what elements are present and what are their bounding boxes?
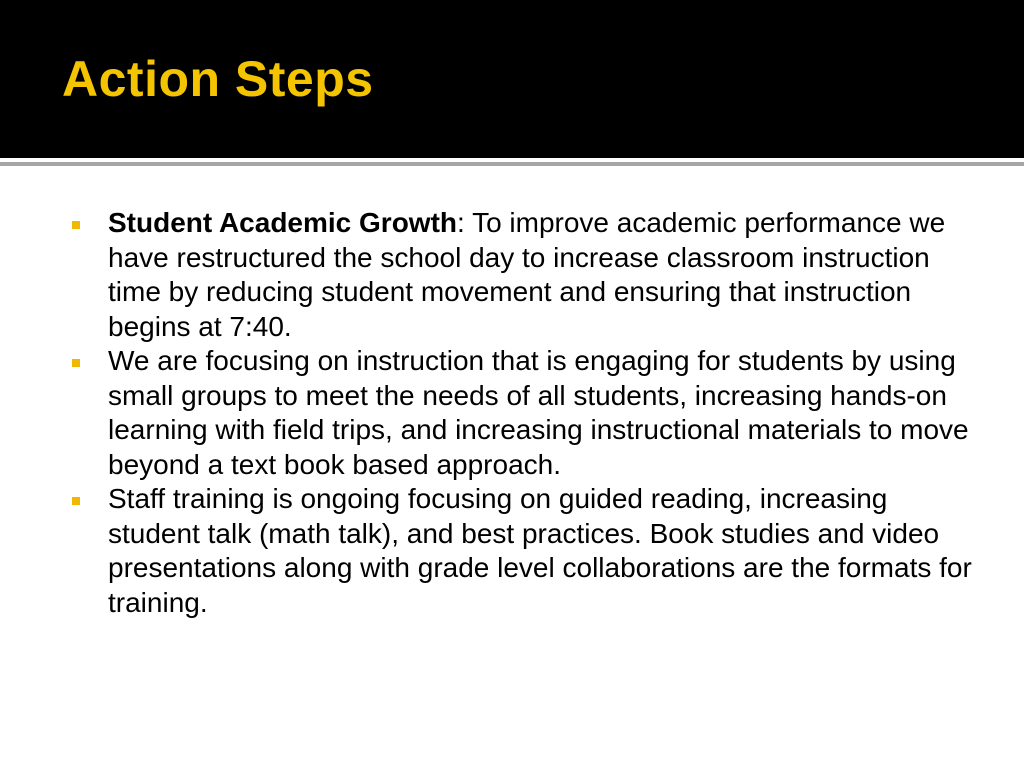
slide-title: Action Steps — [62, 51, 374, 107]
bullet-item-2 — [0, 344, 1024, 482]
square-bullet-icon — [72, 221, 80, 229]
square-bullet-icon — [72, 497, 80, 505]
bullet-list — [0, 206, 1024, 620]
bullet-text: : To improve academic performance we have restructured the school day to increase classroom instruction time by reducing student movement and ensuring that instruction begins at 7:40. — [108, 207, 946, 342]
title-band — [0, 0, 1024, 158]
bullet-text: Staff training is ongoing focusing on guided reading, increasing student talk (math talk), and best practices. Book studies and video presentations along with grade level collaborations are the formats for training. — [108, 483, 972, 618]
bullet-item-1 — [0, 206, 1024, 344]
bullet-lead: Student Academic Growth — [108, 207, 458, 238]
bullet-text: We are focusing on instruction that is engaging for students by using small groups to meet the needs of all students, increasing hands-on learning with field trips, and increasing instructional materials to move beyond a text book based approach. — [108, 345, 969, 480]
square-bullet-icon — [72, 359, 80, 367]
slide-content — [0, 206, 1024, 620]
bullet-item-3 — [0, 482, 1024, 620]
title-divider — [0, 162, 1024, 166]
